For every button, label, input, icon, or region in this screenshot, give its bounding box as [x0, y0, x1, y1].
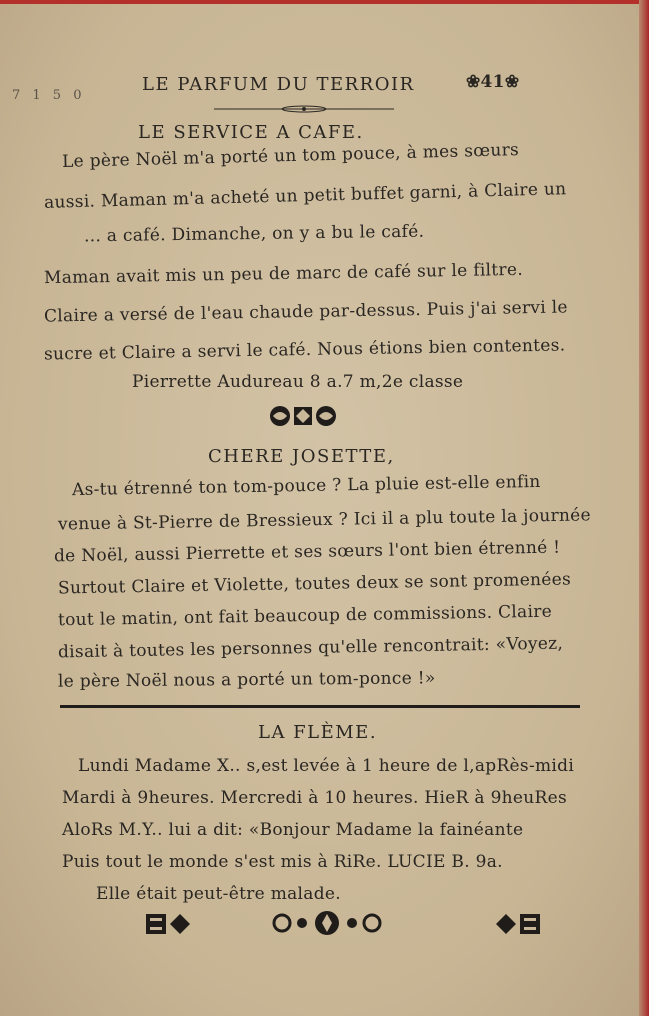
article3-title: LA FLÈME.	[258, 722, 378, 743]
horizontal-divider	[60, 705, 580, 708]
article1-title: LE SERVICE A CAFE.	[138, 122, 364, 143]
bottom-center-ornament-icon	[272, 910, 382, 936]
article1-line-6: sucre et Claire a servi le café. Nous étions bien contentes.	[43, 335, 566, 365]
left-ornament-icon: ❀	[466, 72, 481, 92]
article2-line-5: tout le matin, ont fait beaucoup de commissions. Claire	[57, 601, 553, 631]
article2-line-6: disait à toutes les personnes qu'elle rencontrait: «Voyez,	[57, 633, 564, 663]
article3-line-1: Lundi Madame X.. s,est levée à 1 heure de l,apRès-midi	[78, 756, 575, 776]
article1-line-4: Maman avait mis un peu de marc de café sur le filtre.	[43, 259, 524, 289]
right-ornament-icon: ❀	[504, 72, 520, 92]
article3-line-3: AloRs M.Y.. lui a dit: «Bonjour Madame la fainéante	[62, 820, 524, 840]
article1-line-3: ... a café. Dimanche, on y a bu le café.	[83, 221, 425, 247]
article1-line-1: Le père Noël m'a porté un tom pouce, à mes sœurs	[61, 140, 520, 172]
article2-line-2: venue à St-Pierre de Bressieux ? Ici il a plu toute la journée	[57, 505, 592, 535]
article2-line-3: de Noël, aussi Pierrette et ses sœurs l'ont bien étrenné !	[53, 537, 561, 567]
bottom-right-ornament-icon	[494, 912, 542, 936]
page-edge-top	[0, 0, 649, 4]
article3-line-5: Elle était peut-être malade.	[96, 884, 341, 904]
journal-title: LE PARFUM DU TERROIR	[142, 74, 415, 95]
article1-signature: Pierrette Audureau 8 a.7 m,2e classe	[132, 372, 464, 392]
issue-number: 7 1 5 0	[12, 88, 86, 103]
page-number: ❀41❀	[466, 72, 520, 92]
article2-line-1: As-tu étrenné ton tom-pouce ? La pluie est-elle enfin	[71, 471, 541, 501]
article1-line-5: Claire a versé de l'eau chaude par-dessus. Puis j'ai servi le	[43, 297, 568, 327]
article3-line-4: Puis tout le monde s'est mis à RiRe. LUCIE B. 9a.	[62, 852, 503, 872]
article2-line-4: Surtout Claire et Violette, toutes deux se sont promenées	[57, 569, 572, 599]
section-divider-ornament-icon	[268, 404, 338, 428]
title-rule-ornament-icon	[214, 104, 394, 114]
article2-line-7: le père Noël nous a porté un tom-ponce !»	[57, 668, 436, 692]
article1-line-2: aussi. Maman m'a acheté un petit buffet garni, à Claire un	[43, 179, 567, 213]
bottom-left-ornament-icon	[144, 912, 192, 936]
article2-title: CHERE JOSETTE,	[208, 446, 395, 467]
article3-line-2: Mardi à 9heures. Mercredi à 10 heures. HieR à 9heuRes	[62, 788, 568, 808]
page-edge-right	[639, 0, 649, 1016]
